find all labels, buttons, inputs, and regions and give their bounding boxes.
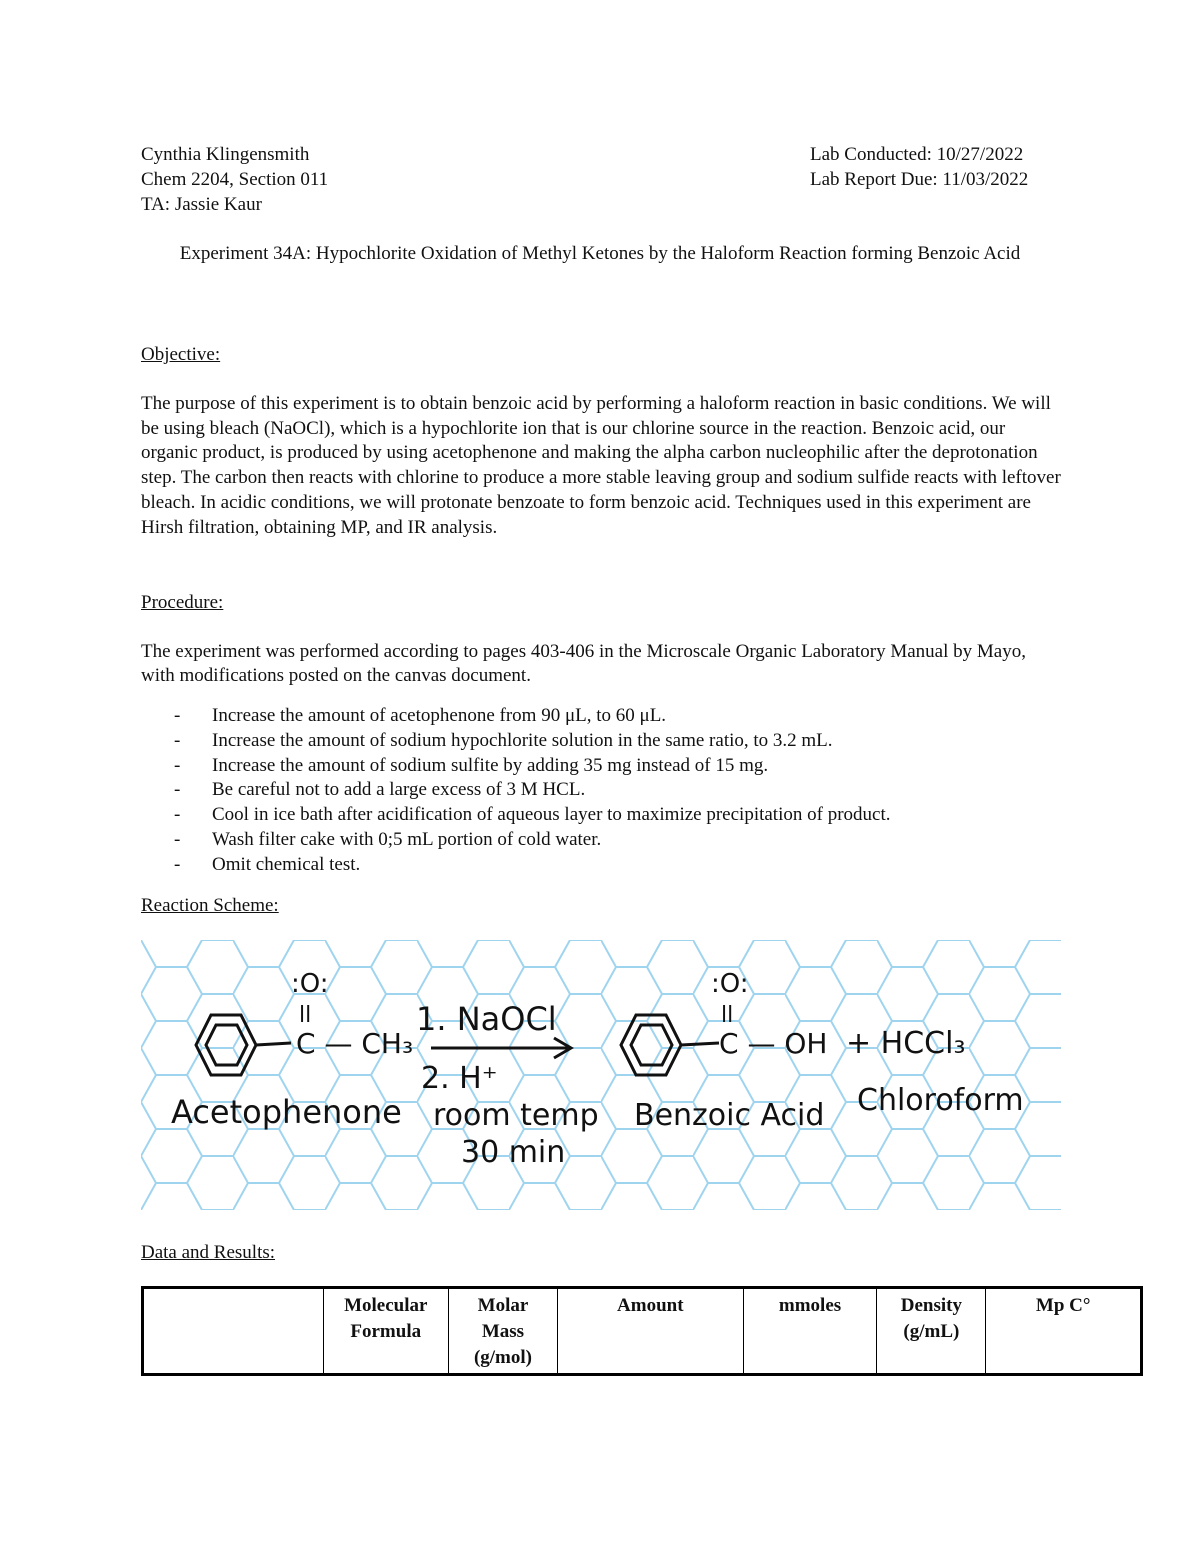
bullet-marker: - [174,729,181,751]
reaction-scheme-heading: Reaction Scheme: [141,895,279,916]
list-item: - Increase the amount of acetophenone from 90 μL, to 60 μL. [141,704,890,729]
ta-name: TA: Jassie Kaur [141,194,262,215]
bullet-marker: - [174,853,181,875]
product-double-bond: ll [721,1003,734,1028]
objective-heading: Objective: [141,344,221,365]
label-acetophenone: Acetophenone [171,1093,402,1131]
experiment-title: Experiment 34A: Hypochlorite Oxidation of Methyl Ketones by the Haloform Reaction forming Benzoic Acid [179,243,1021,264]
bullet-marker: - [174,705,181,726]
table-header-cell: Amount [557,1288,743,1375]
bullet-marker: - [174,828,181,850]
results-table [141,1286,1143,1376]
lab-report-due-date: Lab Report Due: 11/03/2022 [810,169,1029,190]
student-name: Cynthia Klingensmith [141,144,310,165]
bullet-marker: - [174,779,181,801]
label-chloroform: Chloroform [857,1083,1024,1118]
course-section: Chem 2204, Section 011 [141,169,329,190]
header-right [810,142,1028,192]
bullet-marker: - [174,754,181,776]
procedure-heading: Procedure: [141,592,224,613]
label-benzoic-acid: Benzoic Acid [634,1098,825,1133]
procedure-text: The experiment was performed according to pages 403-406 in the Microscale Organic Laboratory Manual by Mayo, with modifications posted on the canvas document. [141,641,1026,686]
byproduct-chloroform-formula: + HCCl₃ [846,1026,966,1061]
hex-grid-background [141,940,1061,1210]
list-item: - Be careful not to add a large excess of 3 M HCL. [141,778,890,803]
header-left [141,142,328,217]
table-header-cell: Molecular Formula [323,1288,449,1375]
lab-conducted-date: Lab Conducted: 10/27/2022 [810,144,1024,165]
table-header-cell: Density (g/mL) [877,1288,986,1375]
table-header-cell: Mp C° [986,1288,1142,1375]
list-item: - Increase the amount of sodium sulfite by adding 35 mg instead of 15 mg. [141,754,890,779]
list-item: - Increase the amount of sodium hypochlorite solution in the same ratio, to 3.2 mL. [141,729,890,754]
reagent-naocl: 1. NaOCl [416,1000,557,1038]
reagent-acid: 2. H⁺ [421,1061,498,1096]
condition-time: 30 min [461,1135,566,1170]
reactant-methyl-group: C — CH₃ [296,1027,414,1060]
condition-room-temp: room temp [433,1098,599,1133]
product-carbonyl-oxygen: :O: [711,969,749,999]
table-header-cell [143,1288,324,1375]
reactant-carbonyl-oxygen: :O: [291,969,329,999]
list-item: - Wash filter cake with 0;5 mL portion of cold water. [141,828,890,853]
bullet-marker: - [174,804,181,826]
list-item: - Cool in ice bath after acidification of aqueous layer to maximize precipitation of product. [141,803,890,828]
data-results-heading: Data and Results: [141,1242,276,1263]
table-header-cell: Molar Mass (g/mol) [449,1288,558,1375]
list-item: - Omit chemical test. [141,853,890,878]
table-header-cell: mmoles [743,1288,877,1375]
reaction-scheme-image [141,940,1061,1210]
reactant-double-bond: ll [299,1003,312,1028]
table-header-row [143,1288,1142,1375]
objective-text: The purpose of this experiment is to obtain benzoic acid by performing a haloform reaction in basic conditions. We will be using bleach (NaOCl), which is a hypochlorite ion that is our chlorine source in the reaction. Benzoic acid, our organic product, is produced by using acetophenone and making the alpha carbon nucleophilic after the deprotonation step. The carbon then reacts with chlorine to produce a more stable leaving group and sodium sulfide reacts with leftover bleach. In acidic conditions, we will protonate benzoate to form benzoic acid. Techniques used in this experiment are Hirsh filtration, obtaining MP, and IR analysis. [141,393,1061,538]
product-hydroxyl-group: C — OH [719,1027,828,1060]
modification-list [141,704,890,878]
